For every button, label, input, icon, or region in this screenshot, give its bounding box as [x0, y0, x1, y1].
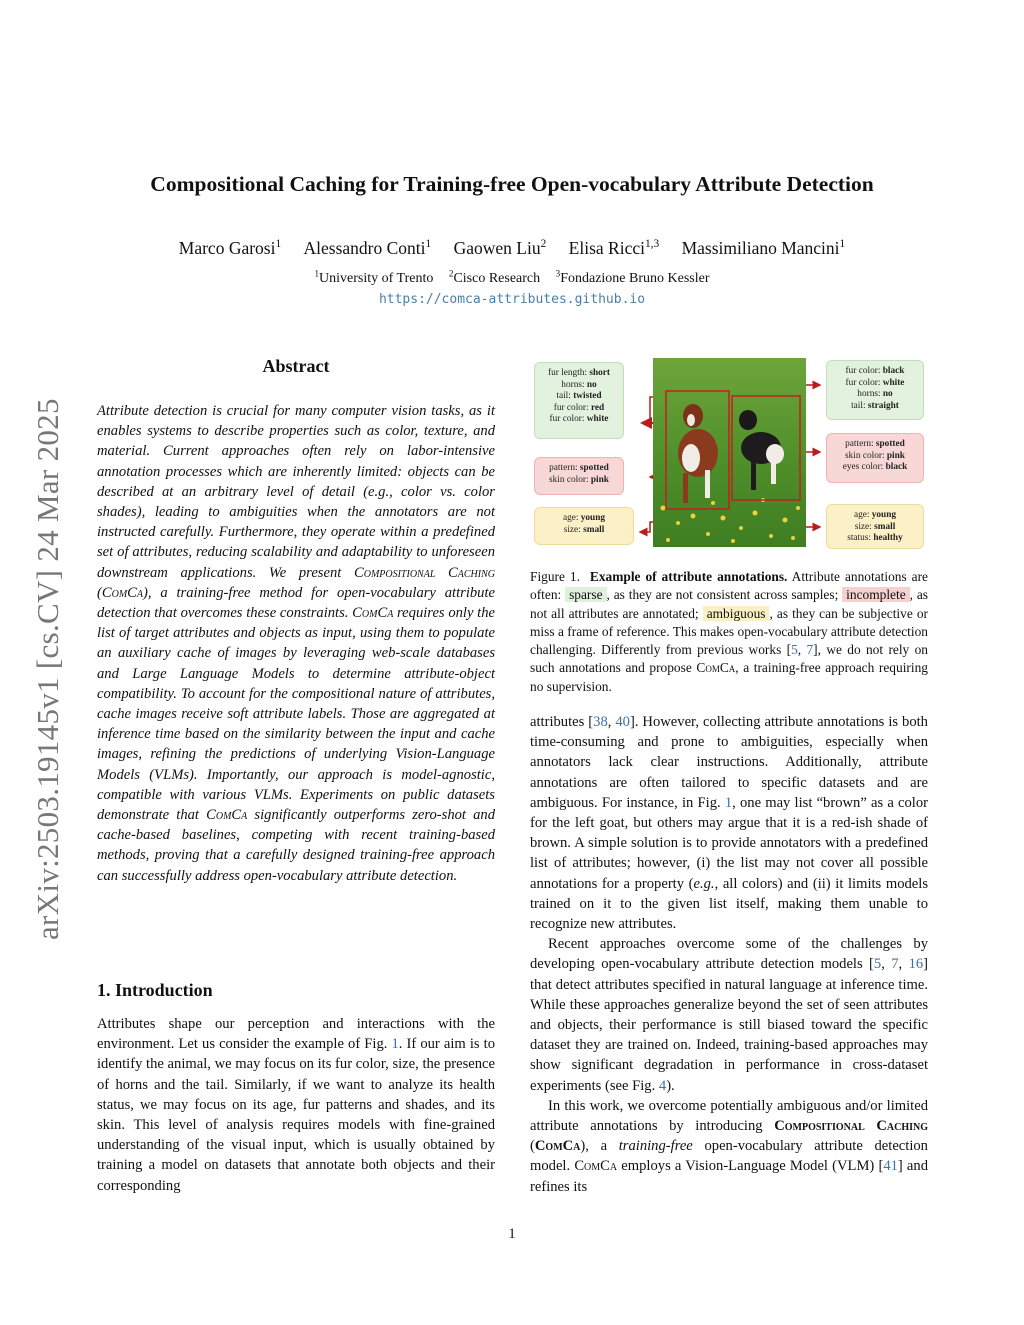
attribute-row: fur color: white [845, 377, 905, 388]
annotation-box-ambiguous-left [534, 507, 634, 545]
section-heading-introduction: 1. Introduction [97, 980, 213, 1000]
author-list [60, 238, 964, 259]
method-abbr: ComCa [352, 605, 394, 622]
paper-title: Compositional Caching for Training-free Open-vocabulary Attribute Detection [150, 172, 874, 196]
method-abbr: ComCa [574, 1158, 618, 1175]
method-abbr: ComCa [206, 807, 248, 824]
figure-ref-link[interactable]: 4 [658, 1077, 667, 1094]
citation-link[interactable]: 16 [908, 956, 924, 973]
method-abbr: ComCa [534, 1138, 581, 1155]
attribute-row: age: young [853, 510, 897, 520]
affiliation: $^2$Cisco Research [448, 268, 541, 286]
author: Gaowen Liu$^2$ [453, 238, 547, 258]
attribute-row: fur color: black [845, 366, 905, 376]
paragraph: attributes [38, 40]. However, collecting attribute annotations is both time-consuming and prone to ambiguities, especially when annotators lack clear instructions. Additionally, attribute annotations are often tailored to specific datasets and are ambiguous. For instance, in Fig. 1, one may list “brown” as a color for the left goat, but others may argue that it is a red-ish shade of brown. A simple solution is to provide annotators with a predefined list of attributes; however, (i) the list may not cover all possible annotations for a property (e.g., all colors) and (ii) it limits models trained on it to the given list itself, making them unable to recognize new attributes. [530, 714, 928, 933]
goats-photo [653, 358, 806, 547]
citation-link[interactable]: 5 [791, 642, 798, 658]
method-name: Compositional Caching [353, 564, 495, 581]
figure-ref-link[interactable]: 1 [724, 794, 733, 811]
citation-link[interactable]: 38 [593, 714, 608, 730]
affiliation-list [60, 268, 964, 287]
annotation-box-sparse-right [826, 360, 924, 420]
author: Alessandro Conti$^1$ [303, 238, 432, 258]
annotation-box-ambiguous-right [826, 504, 924, 549]
attribute-row: fur length: short [548, 368, 610, 378]
figure-caption: Figure 1. Example of attribute annotations. Attribute annotations are often: sparse , as they are not consistent across samples; incomplete , as not all attributes are annotated; ambiguous , as they can be subjective or miss a frame of reference. This makes open-vocabulary attribute detection challenging. Differently from previous works [5, 7], we do not rely on such annotations and propose ComCa, a training-free approach requiring no supervision. [530, 569, 929, 694]
tag-incomplete: incomplete [842, 587, 910, 602]
annotation-box-incomplete-right [826, 433, 924, 483]
method-name: Compositional Caching [774, 1118, 929, 1135]
arxiv-identifier: arXiv:2503.19145v1 [cs.CV] 24 Mar 2025 [30, 398, 65, 940]
tag-sparse: sparse [565, 587, 606, 602]
affiliation: $^3$Fondazione Bruno Kessler [555, 268, 710, 286]
attribute-row: eyes color: black [842, 462, 908, 473]
paragraph: Recent approaches overcome some of the challenges by developing open-vocabulary attribute detection models [5, 7, 16] that detect attributes specified in natural language at inference time. While these approaches generalize beyond the set of seen attributes and objects, their performance is still biased toward the specific dataset they are trained on. Indeed, training-based approaches may show significant degradation in performance in cross-dataset experiments (see Fig. 4). [530, 936, 929, 1094]
annotation-box-sparse-left [534, 362, 624, 439]
attribute-row: tail: twisted [556, 391, 602, 402]
introduction-text: Attributes shape our perception and interactions with the environment. Let us consider the example of Fig. 1. If our aim is to identify the animal, we may focus on its fur color, size, the presence of horns and the tail. Similarly, if we want to analyze its health status, we may focus on its age, fur patterns and shades, and its skin. This level of analysis requires models with fine-grained understanding of the visual input, which is usually obtained by training a model on datasets that annotate both objects and their corresponding [97, 1016, 495, 1194]
author: Massimiliano Mancini$^1$ [681, 238, 846, 258]
page-number: 1 [508, 1226, 516, 1242]
attribute-row: skin color: pink [549, 474, 609, 485]
method-abbr: ComCa [101, 584, 144, 601]
attribute-row: horns: no [857, 389, 893, 400]
right-column-text [530, 712, 928, 1197]
attribute-row: age: young [562, 513, 606, 523]
attribute-row: fur color: red [553, 402, 605, 413]
attribute-row: skin color: pink [845, 450, 905, 461]
citation-link[interactable]: 5 [873, 956, 882, 973]
citation-link[interactable]: 40 [615, 714, 630, 730]
attribute-row: fur color: white [549, 414, 609, 425]
author: Elisa Ricci$^{1,3}$ [568, 238, 660, 258]
annotation-box-incomplete-left [534, 457, 624, 495]
abstract-text: Attribute detection is crucial for many computer vision tasks, as it enables systems to describe properties such as color, texture, and material. Current approaches often rely on labor-intensive annotation processes which are inherently limited: objects can be described at an arbitrary level of detail (e.g., color vs. color shades), leading to ambiguities when the annotators are not instructed carefully. Furthermore, they operate within a predefined set of attributes, reducing scalability and adaptability to unforeseen downstream applications. We present Compositional Caching (ComCa), a training-free method for open-vocabulary attribute detection that overcomes these constraints. ComCa requires only the list of target attributes and objects as input, using them to populate an auxiliary cache of images by leveraging web-scale databases and Large Language Models to determine attribute-object compatibility. To account for the compositional nature of attributes, cache images receive soft attribute labels. Those are aggregated at inference time based on the similarity between the input and cache images, refining the predictions of underlying Vision-Language Models (VLMs). Importantly, our approach is model-agnostic, compatible with various VLMs. Experiments on public datasets demonstrate that ComCa significantly outperforms zero-shot and cache-based baselines, competing with recent training-based methods, proving that a carefully designed training-free approach can successfully address open-vocabulary attribute detection. [97, 403, 496, 884]
project-url-link[interactable]: https://comca-attributes.github.io [378, 292, 646, 307]
attribute-row: pattern: spotted [845, 439, 905, 449]
method-abbr: ComCa [696, 660, 736, 676]
figure-ref-link[interactable]: 1 [391, 1036, 399, 1053]
figure-attribute-annotations [530, 357, 928, 549]
affiliation: $^1$University of Trento [314, 268, 434, 286]
author: Marco Garosi$^1$ [178, 238, 282, 258]
paragraph: In this work, we overcome potentially ambiguous and/or limited attribute annotations by introducing Compositional Caching (ComCa), a training-free open-vocabulary attribute detection model. ComCa employs a Vision-Language Model (VLM) [41] and refines its [530, 1097, 929, 1195]
attribute-row: status: healthy [847, 533, 903, 544]
attribute-row: size: small [854, 521, 896, 532]
citation-link[interactable]: 7 [806, 642, 814, 658]
abstract-heading: Abstract [262, 356, 330, 376]
tag-ambiguous: ambiguous [703, 606, 770, 621]
attribute-row: horns: no [561, 379, 597, 390]
citation-link[interactable]: 41 [883, 1158, 898, 1175]
attribute-row: pattern: spotted [549, 463, 609, 473]
attribute-row: size: small [563, 524, 605, 535]
attribute-row: tail: straight [851, 400, 899, 411]
citation-link[interactable]: 7 [891, 956, 899, 973]
